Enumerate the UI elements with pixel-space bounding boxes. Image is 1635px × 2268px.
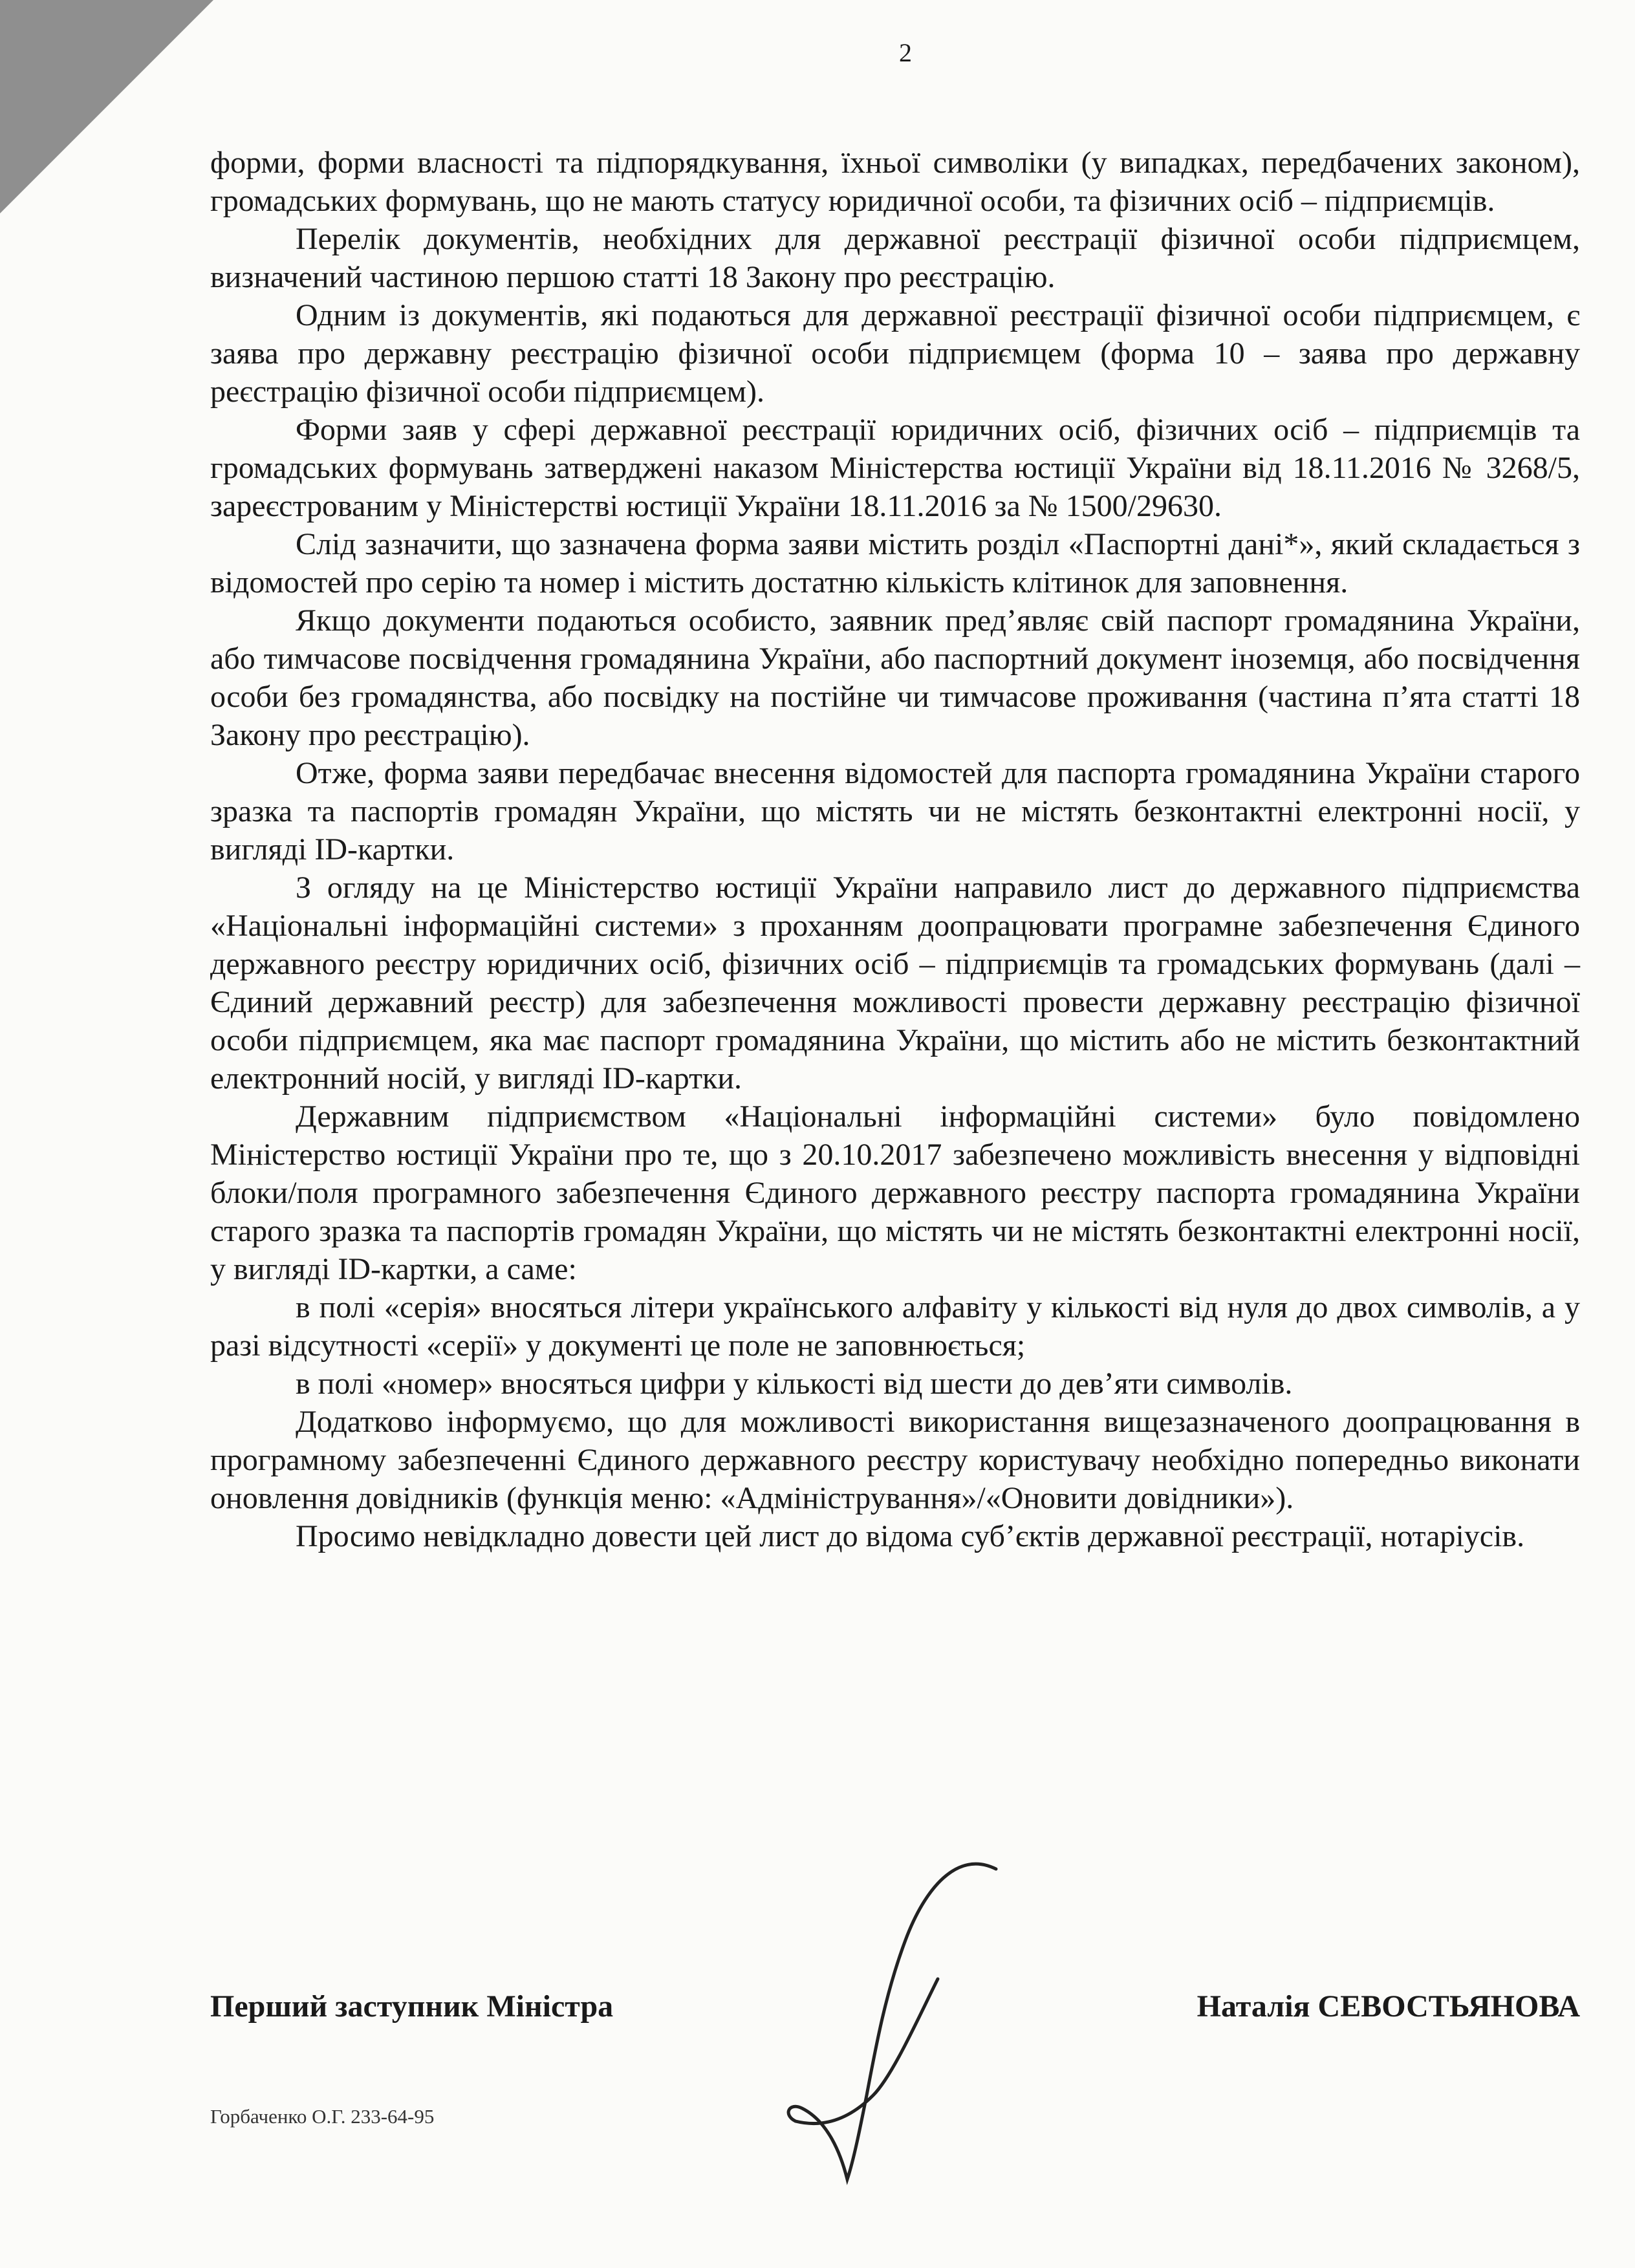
paragraph: форми, форми власності та підпорядкування, їхньої символіки (у випадках, передбачених законом), громадських формувань, що не мають статусу юридичної особи, та фізичних осіб – підприємців. (210, 146, 1580, 218)
paragraph: Перелік документів, необхідних для державної реєстрації фізичної особи підприємцем, визначений частиною першою статті 18 Закону про реєстрацію. (210, 222, 1580, 294)
signatory-title: Перший заступник Міністра (210, 1989, 614, 2024)
paragraph: Слід зазначити, що зазначена форма заяви містить розділ «Паспортні дані*», який складається з відомостей про серію та номер і містить достатню кількість клітинок для заповнення. (210, 527, 1580, 599)
paragraph: З огляду на це Міністерство юстиції України направило лист до державного підприємства «Національні інформаційні системи» з проханням доопрацювати програмне забезпечення Єдиного державного реєстру юридичних осіб, фізичних осіб – підприємців та громадських формувань (далі – Єдиний державний реєстр) для забезпечення можливості провести державну реєстрацію фізичної особи підприємцем, яка має паспорт громадянина України, що містить або не містить безконтактний електронний носій, у вигляді ID-картки. (210, 870, 1580, 1096)
paragraph: Одним із документів, які подаються для державної реєстрації фізичної особи підприємцем, є заява про державну реєстрацію фізичної особи підприємцем (форма 10 – заява про державну реєстрацію фізичної особи підприємцем). (210, 298, 1580, 409)
paragraph: Якщо документи подаються особисто, заявник пред’являє свій паспорт громадянина України, або тимчасове посвідчення громадянина України, або паспортний документ іноземця, або посвідчення особи без громадянства, або посвідку на постійне чи тимчасове проживання (частина п’ята статті 18 Закону про реєстрацію). (210, 603, 1580, 752)
paragraph: Державним підприємством «Національні інформаційні системи» було повідомлено Міністерство юстиції України про те, що з 20.10.2017 забезпечено можливість внесення у відповідні блоки/поля програмного забезпечення Єдиного державного реєстру паспорта громадянина України старого зразка та паспортів громадян України, що містять чи не містять безконтактні електронні носії, у вигляді ID-картки, а саме: (210, 1099, 1580, 1286)
paragraph: в полі «номер» вносяться цифри у кількості від шести до дев’яти символів. (296, 1366, 1293, 1401)
handwritten-signature (763, 1850, 1009, 2186)
paragraph: Форми заяв у сфері державної реєстрації юридичних осіб, фізичних осіб – підприємців та громадських формувань затверджені наказом Міністерства юстиції України від 18.11.2016 № 3268/5, зареєстрованим у Міністерстві юстиції України 18.11.2016 за № 1500/29630. (210, 413, 1580, 523)
paragraph: Отже, форма заяви передбачає внесення відомостей для паспорта громадянина України старого зразка та паспортів громадян України, що містять чи не містять безконтактні електронні носії, у вигляді ID-картки. (210, 756, 1580, 867)
paragraph: Додатково інформуємо, що для можливості використання вищезазначеного доопрацювання в програмному забезпеченні Єдиного державного реєстру користувачу необхідно попередньо виконати оновлення довідників (функція меню: «Адміністрування»/«Оновити довідники»). (210, 1405, 1580, 1515)
paragraph: в полі «серія» вносяться літери українського алфавіту у кількості від нуля до двох символів, а у разі відсутності «серії» у документі це поле не заповнюється; (210, 1290, 1580, 1363)
letter-body (210, 144, 1580, 1555)
paragraph: Просимо невідкладно довести цей лист до відома суб’єктів державної реєстрації, нотаріусів. (296, 1519, 1525, 1553)
folded-corner (0, 0, 213, 213)
page-number: 2 (899, 38, 912, 67)
executor-contact: Горбаченко О.Г. 233-64-95 (210, 2105, 435, 2128)
signatory-name: Наталія СЕВОСТЬЯНОВА (1196, 1989, 1580, 2024)
